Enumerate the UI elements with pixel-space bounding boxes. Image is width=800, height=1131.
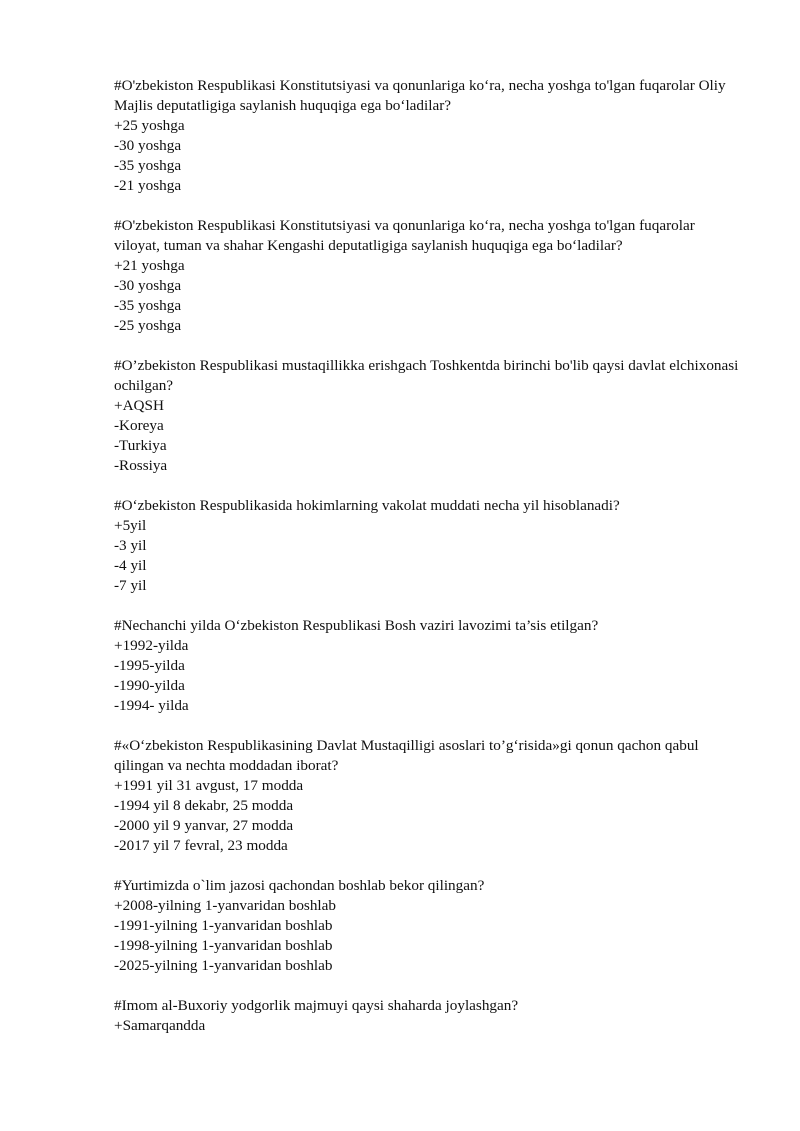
question-block [114, 616, 744, 716]
answer-option: -35 yoshga [114, 157, 182, 174]
answer-option: +25 yoshga [114, 117, 185, 134]
answer-option: -4 yil [114, 557, 147, 574]
question-text: #O‘zbekiston Respublikasida hokimlarning vakolat muddati necha yil hisoblanadi? [114, 497, 620, 514]
answer-option: -2017 yil 7 fevral, 23 modda [114, 837, 288, 854]
answer-option: -3 yil [114, 537, 147, 554]
question-block [114, 876, 744, 976]
question-block [114, 736, 744, 856]
answer-option: -Koreya [114, 417, 164, 434]
question-text: #«O‘zbekiston Respublikasining Davlat Mustaqilligi asoslari to’g‘risida»gi qonun qachon qabul qilingan va nechta moddadan iborat? [114, 737, 699, 774]
answer-option: +1991 yil 31 avgust, 17 modda [114, 777, 304, 794]
answer-option: +5yil [114, 517, 147, 534]
question-text: #O'zbekiston Respublikasi Konstitutsiyasi va qonunlariga ko‘ra, necha yoshga to'lgan fuqarolar viloyat, tuman va shahar Kengashi deputatligiga saylanish huquqiga ega bo‘ladilar? [114, 217, 695, 254]
answer-option: -1991-yilning 1-yanvaridan boshlab [114, 917, 333, 934]
answer-option: +21 yoshga [114, 257, 185, 274]
question-text: #Nechanchi yilda O‘zbekiston Respublikasi Bosh vaziri lavozimi ta’sis etilgan? [114, 617, 599, 634]
question-block [114, 356, 744, 476]
answer-option: -Rossiya [114, 457, 168, 474]
question-text: #O’zbekiston Respublikasi mustaqillikka erishgach Toshkentda birinchi bo'lib qaysi davlat elchixonasi ochilgan? [114, 357, 739, 394]
answer-option: +2008-yilning 1-yanvaridan boshlab [114, 897, 336, 914]
question-block [114, 996, 744, 1036]
question-text: #O'zbekiston Respublikasi Konstitutsiyasi va qonunlariga ko‘ra, necha yoshga to'lgan fuqarolar Oliy Majlis deputatligiga saylanish huquqiga ega bo‘ladilar? [114, 77, 726, 114]
answer-option: -30 yoshga [114, 277, 182, 294]
answer-option: +Samarqandda [114, 1017, 206, 1034]
answer-option: -30 yoshga [114, 137, 182, 154]
answer-option: +AQSH [114, 397, 164, 414]
answer-option: -Turkiya [114, 437, 167, 454]
answer-option: -2000 yil 9 yanvar, 27 modda [114, 817, 294, 834]
answer-option: -21 yoshga [114, 177, 182, 194]
document-page [114, 76, 744, 1056]
question-text: #Yurtimizda o`lim jazosi qachondan boshlab bekor qilingan? [114, 877, 485, 894]
answer-option: -1998-yilning 1-yanvaridan boshlab [114, 937, 333, 954]
answer-option: -1994- yilda [114, 697, 189, 714]
question-block [114, 76, 744, 196]
answer-option: -1990-yilda [114, 677, 185, 694]
answer-option: -1995-yilda [114, 657, 185, 674]
answer-option: -35 yoshga [114, 297, 182, 314]
question-block [114, 496, 744, 596]
answer-option: -7 yil [114, 577, 147, 594]
answer-option: -25 yoshga [114, 317, 182, 334]
answer-option: -1994 yil 8 dekabr, 25 modda [114, 797, 294, 814]
answer-option: -2025-yilning 1-yanvaridan boshlab [114, 957, 333, 974]
question-text: #Imom al-Buxoriy yodgorlik majmuyi qaysi shaharda joylashgan? [114, 997, 519, 1014]
answer-option: +1992-yilda [114, 637, 189, 654]
question-block [114, 216, 744, 336]
